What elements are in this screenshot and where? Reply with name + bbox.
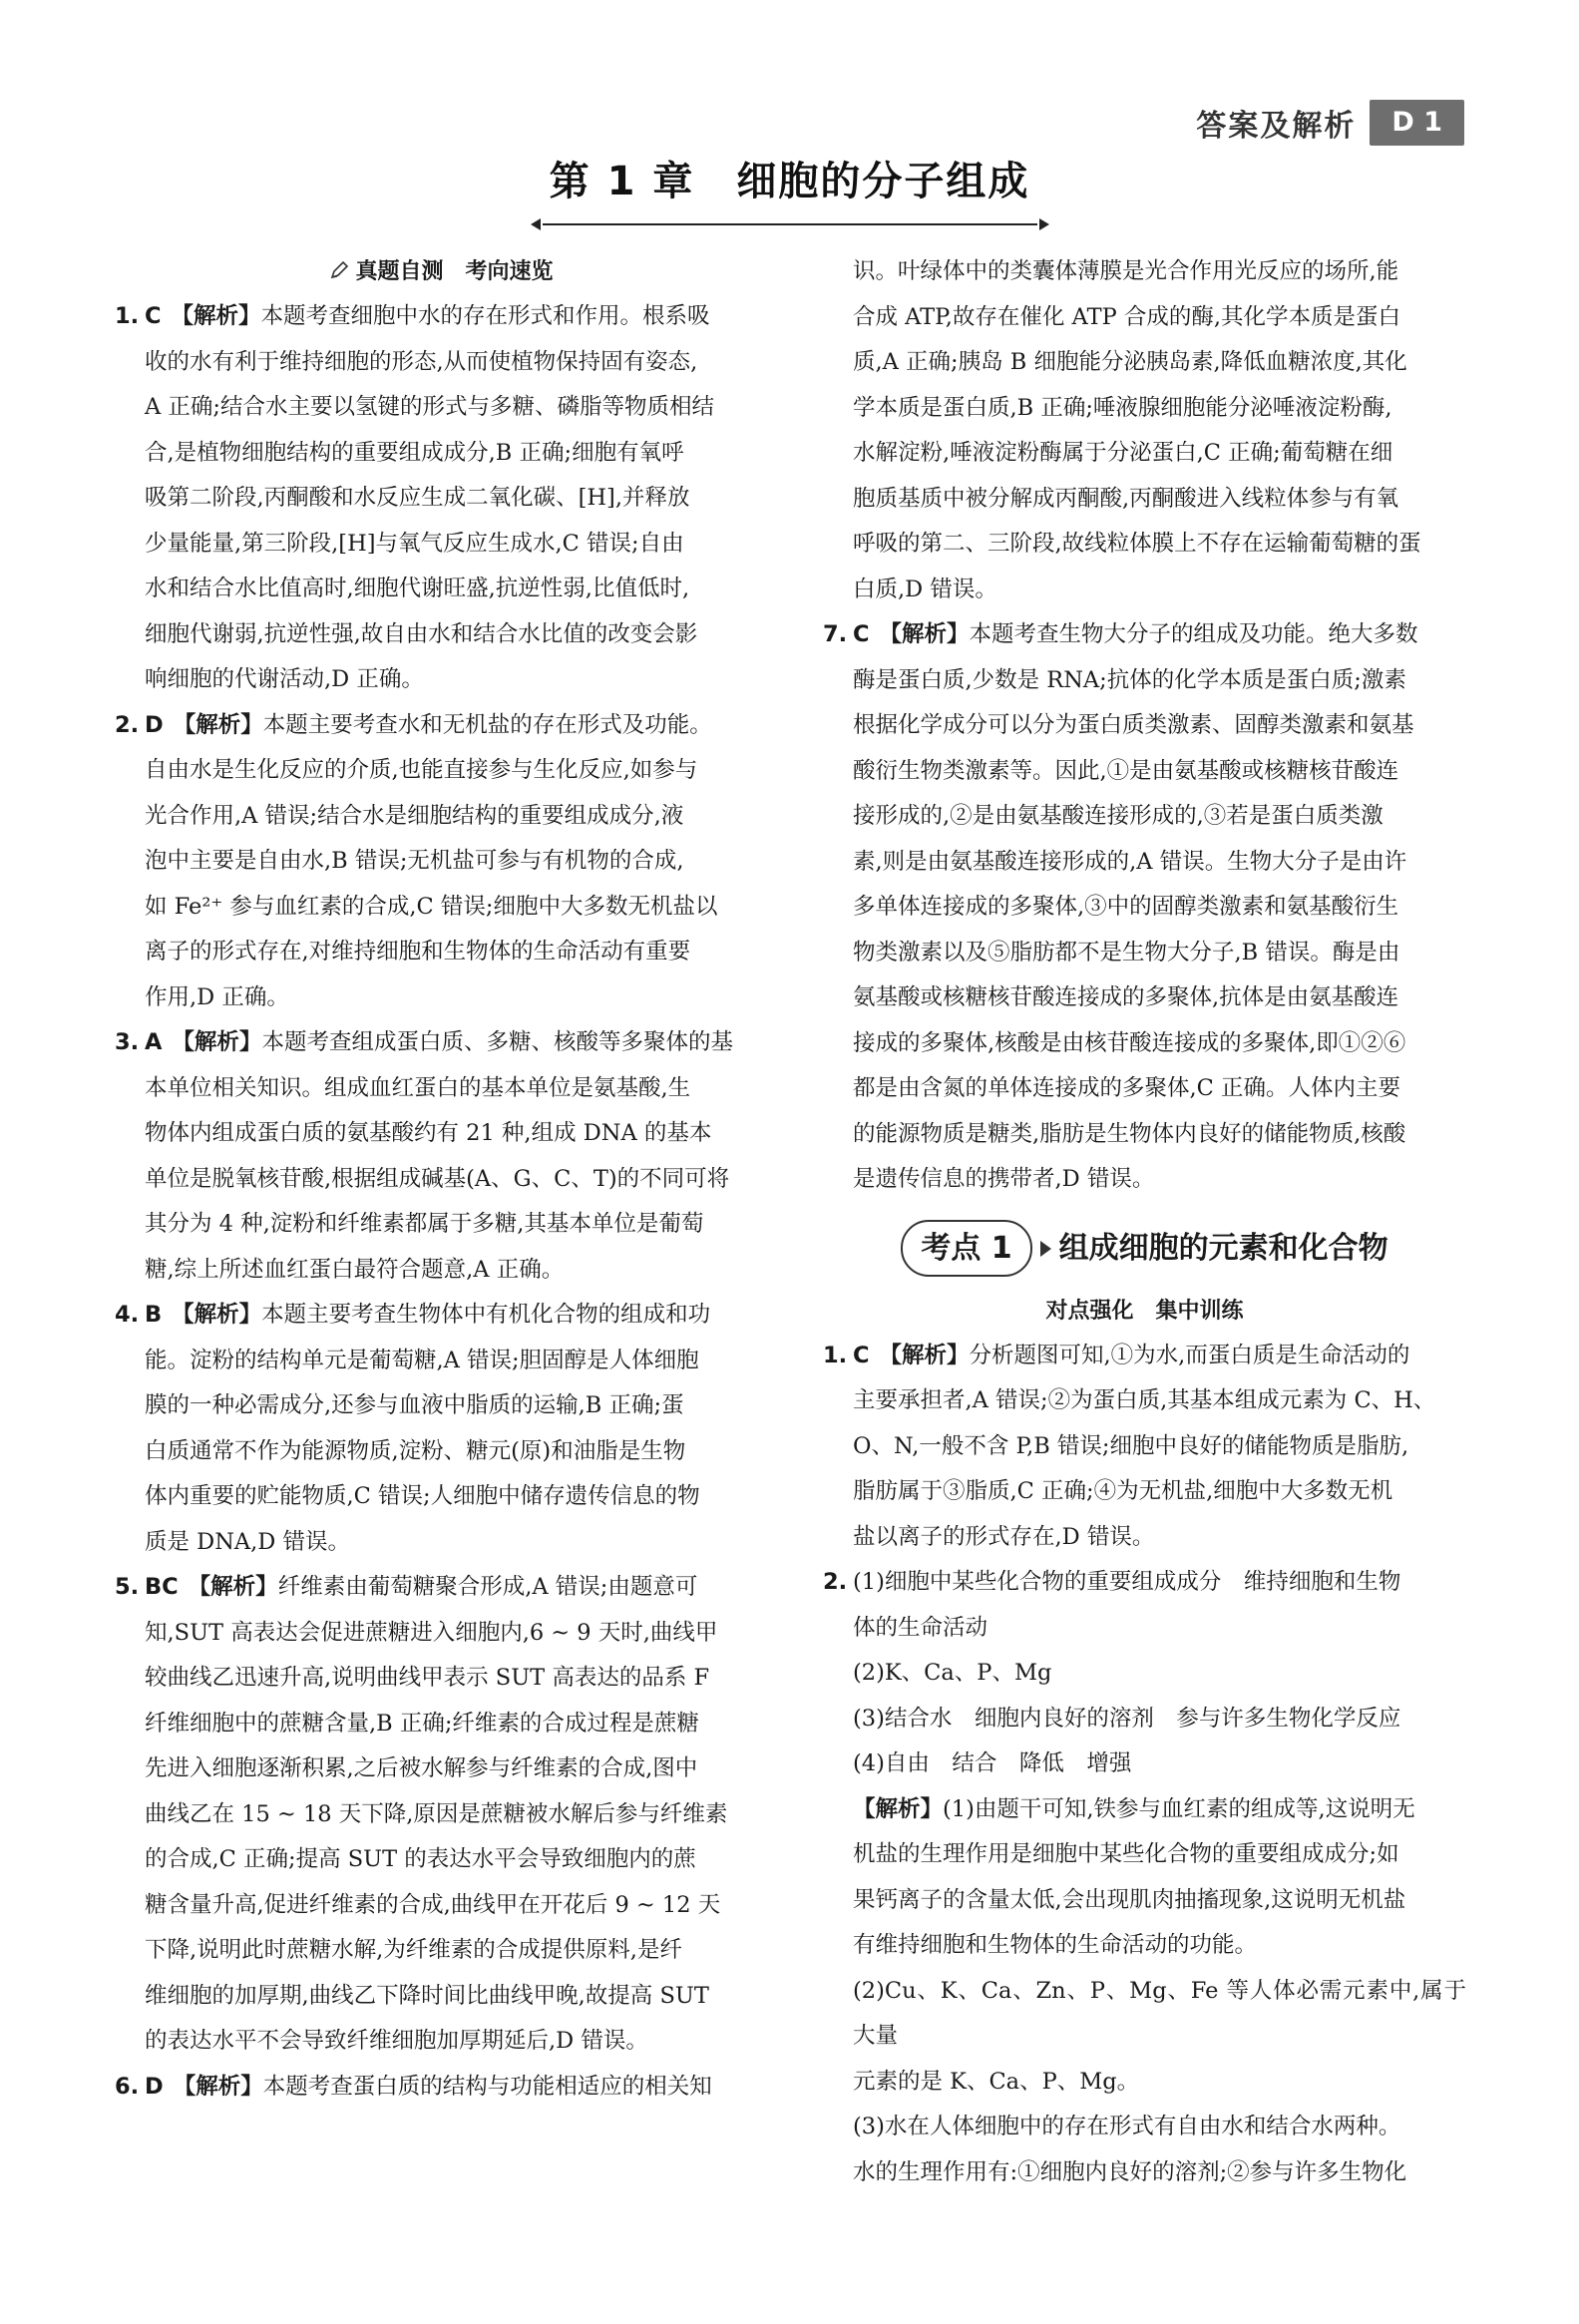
- analysis-line: [823, 1878, 1466, 1924]
- answer-line: [115, 1248, 768, 1294]
- answer-text: (4)自由 结合 降低 增强: [853, 1750, 1132, 1776]
- kaodian-badge: 考点 1: [901, 1220, 1031, 1278]
- answer-text: 接成的多聚体,核酸是由核苷酸连接成的多聚体,即①②⑥: [853, 1029, 1406, 1056]
- answer-line: 水解淀粉,唾液淀粉酶属于分泌蛋白,C 正确;葡萄糖在细: [853, 440, 1393, 466]
- answer-line: [115, 1157, 768, 1203]
- divider-arrow-right-icon: [1039, 218, 1049, 230]
- answer-text: 的合成,C 正确;提高 SUT 的表达水平会导致细胞内的蔗: [145, 1846, 696, 1872]
- answer-line: [823, 749, 1466, 795]
- answer-line: [823, 1515, 1466, 1561]
- practice-item-2: [823, 1560, 1466, 2195]
- answer-line: [823, 931, 1466, 976]
- answer-text: 自由水是生化反应的介质,也能直接参与生化反应,如参与: [145, 757, 698, 783]
- answer-text: 脂肪属于③脂质,C 正确;④为无机盐,细胞中大多数无机: [853, 1478, 1393, 1504]
- answer-text: 本题考查细胞中水的存在形式和作用。根系吸: [260, 303, 710, 329]
- item-number: 1.: [115, 303, 140, 329]
- answer-text: 知,SUT 高表达会促进蔗糖进入细胞内,6 ~ 9 天时,曲线甲: [145, 1619, 718, 1646]
- chapter-title: 第 1 章 细胞的分子组成: [549, 159, 1030, 204]
- item-answer: B: [145, 1302, 163, 1328]
- answer-text: 的能源物质是糖类,脂肪是生物体内良好的储能物质,核酸: [853, 1120, 1406, 1147]
- answer-text: 体的生命活动: [853, 1614, 988, 1641]
- answer-text: 本题考查组成蛋白质、多糖、核酸等多聚体的基: [261, 1029, 733, 1055]
- answer-line: [115, 1066, 768, 1112]
- answer-line: [115, 975, 768, 1021]
- answer-line: [115, 1520, 768, 1566]
- kaodian-heading: [823, 1209, 1466, 1289]
- answer-text: 本题主要考查生物体中有机化合物的组成和功: [261, 1302, 711, 1328]
- answer-text: 物体内组成蛋白质的氨基酸约有 21 种,组成 DNA 的基本: [145, 1120, 712, 1146]
- answer-line: [115, 1339, 768, 1384]
- answer-line: [115, 385, 768, 431]
- answer-text: (2)K、Ca、P、Mg: [853, 1660, 1052, 1686]
- chapter-divider: [531, 216, 1049, 232]
- analysis-text: 元素的是 K、Ca、P、Mg。: [853, 2068, 1140, 2095]
- answer-text: 先进入细胞逐渐积累,之后被水解参与纤维素的合成,图中: [145, 1755, 698, 1781]
- item-answer: C: [853, 621, 870, 647]
- q6-continuation: [823, 249, 1466, 612]
- analysis-line: [823, 1969, 1466, 2060]
- answer-text: 质是 DNA,D 错误。: [145, 1528, 350, 1555]
- answer-line: [115, 1020, 768, 1066]
- divider-arrow-left-icon: [531, 218, 541, 230]
- answer-text: 根据化学成分可以分为蛋白质类激素、固醇类激素和氨基: [853, 712, 1414, 738]
- answer-line: [115, 1429, 768, 1475]
- answer-line: [115, 340, 768, 386]
- item-answer: D: [145, 711, 164, 738]
- answer-line: [115, 612, 768, 658]
- section-title: 真题自测 考向速览: [355, 259, 554, 284]
- answer-text: 下降,说明此时蔗糖水解,为纤维素的合成提供原料,是纤: [145, 1937, 682, 1963]
- answer-text: 离子的形式存在,对维持细胞和生物体的生命活动有重要: [145, 939, 691, 965]
- chapter-heading: [0, 150, 1579, 232]
- answer-line: 质,A 正确;胰岛 B 细胞能分泌胰岛素,降低血糖浓度,其化: [853, 349, 1407, 375]
- answer-text: 糖,综上所述血红蛋白最符合题意,A 正确。: [145, 1256, 565, 1283]
- answer-text: 多单体连接成的多聚体,③中的固醇类激素和氨基酸衍生: [853, 894, 1399, 920]
- answer-text: 合,是植物细胞结构的重要组成成分,B 正确;细胞有氧呼: [145, 439, 684, 466]
- answer-line: [115, 885, 768, 931]
- answer-text: 细胞代谢弱,抗逆性强,故自由水和结合水比值的改变会影: [145, 620, 698, 647]
- answer-line: 胞质基质中被分解成丙酮酸,丙酮酸进入线粒体参与有氧: [853, 485, 1399, 512]
- answer-line: [115, 1565, 768, 1611]
- answer-line: [823, 794, 1466, 840]
- answer-text: 盐以离子的形式存在,D 错误。: [853, 1523, 1155, 1550]
- answer-item: [115, 703, 768, 1021]
- answer-text: 作用,D 正确。: [145, 983, 289, 1010]
- answer-text: 其分为 4 种,淀粉和纤维素都属于多糖,其基本单位是葡萄: [145, 1211, 704, 1237]
- analysis-tag: 【解析】: [188, 1574, 278, 1600]
- answer-text: 的表达水平不会导致纤维细胞加厚期延后,D 错误。: [145, 2028, 648, 2054]
- answer-text: 氨基酸或核糖核苷酸连接成的多聚体,抗体是由氨基酸连: [853, 984, 1399, 1010]
- answer-item: [115, 2065, 768, 2111]
- answer-text: 纤维素由葡萄糖聚合形成,A 错误;由题意可: [277, 1574, 698, 1600]
- answer-text: 主要承担者,A 错误;②为蛋白质,其基本组成元素为 C、H、: [853, 1387, 1436, 1413]
- answer-line: 合成 ATP,故存在催化 ATP 合成的酶,其化学本质是蛋白: [853, 303, 1401, 330]
- analysis-line: [823, 2105, 1466, 2150]
- analysis-line: [823, 1787, 1466, 1833]
- answer-line: [823, 1066, 1466, 1112]
- item-answer: BC: [145, 1574, 179, 1600]
- answer-line: [823, 658, 1466, 704]
- answer-line: [115, 1974, 768, 2020]
- answer-text: 如 Fe²⁺ 参与血红素的合成,C 错误;细胞中大多数无机盐以: [145, 893, 718, 920]
- answer-line: [823, 840, 1466, 886]
- answer-text: 酶是蛋白质,少数是 RNA;抗体的化学本质是蛋白质;激素: [853, 666, 1406, 693]
- answer-text: 素,则是由氨基酸连接形成的,A 错误。生物大分子是由许: [853, 848, 1407, 875]
- answer-line: [115, 567, 768, 612]
- answer-line: [115, 2019, 768, 2065]
- answer-text: 光合作用,A 错误;结合水是细胞结构的重要组成成分,液: [145, 802, 684, 829]
- answer-line: [115, 839, 768, 885]
- answer-line: [115, 1792, 768, 1838]
- answer-line: [823, 612, 1466, 658]
- answer-line: [115, 2065, 768, 2111]
- answer-line: [115, 1656, 768, 1702]
- answer-text: 纤维细胞中的蔗糖含量,B 正确;纤维素的合成过程是蔗糖: [145, 1710, 699, 1737]
- analysis-tag: 【解析】: [172, 1302, 262, 1328]
- answer-line: 学本质是蛋白质,B 正确;唾液腺细胞能分泌唾液淀粉酶,: [853, 394, 1392, 421]
- answer-line: 白质,D 错误。: [853, 576, 997, 602]
- analysis-text: 机盐的生理作用是细胞中某些化合物的重要组成成分;如: [853, 1841, 1399, 1867]
- answer-text: 收的水有利于维持细胞的形态,从而使植物保持固有姿态,: [145, 348, 698, 375]
- answer-line: [115, 1611, 768, 1657]
- item-answer: C: [145, 303, 162, 329]
- answer-line: [115, 1883, 768, 1929]
- answer-line: [823, 1112, 1466, 1158]
- item-answer: D: [145, 2073, 164, 2100]
- answer-line: 识。叶绿体中的类囊体薄膜是光合作用光反应的场所,能: [853, 258, 1399, 284]
- answer-text: 都是由含氮的单体连接成的多聚体,C 正确。人体内主要: [853, 1075, 1401, 1101]
- answer-text: 白质通常不作为能源物质,淀粉、糖元(原)和油脂是生物: [145, 1437, 686, 1464]
- item-number: 3.: [115, 1029, 140, 1055]
- answer-text: 较曲线乙迅速升高,说明曲线甲表示 SUT 高表达的品系 F: [145, 1665, 710, 1691]
- answer-line: [823, 1742, 1466, 1787]
- left-column: [115, 249, 768, 2110]
- answer-text: 曲线乙在 15 ~ 18 天下降,原因是蔗糖被水解后参与纤维素: [145, 1800, 728, 1827]
- section-head-zhenti: [115, 249, 768, 294]
- item-number: 6.: [115, 2073, 140, 2100]
- item-number: 2.: [823, 1569, 848, 1595]
- item-number: 2.: [115, 711, 140, 738]
- analysis-tag: 【解析】: [853, 1795, 944, 1822]
- answer-text: 分析题图可知,①为水,而蛋白质是生命活动的: [969, 1342, 1410, 1368]
- analysis-text: 果钙离子的含量太低,会出现肌肉抽搐现象,这说明无机盐: [853, 1886, 1406, 1913]
- answer-text: A 正确;结合水主要以氢键的形式与多糖、磷脂等物质相结: [145, 394, 714, 420]
- answer-line: [115, 522, 768, 568]
- answer-list-left: [115, 294, 768, 2110]
- answer-line: [115, 794, 768, 840]
- answer-text: 本题主要考查水和无机盐的存在形式及功能。: [262, 711, 712, 738]
- analysis-text: 有维持细胞和生物体的生命活动的功能。: [853, 1932, 1258, 1958]
- answer-line: [115, 1202, 768, 1248]
- answer-line: [115, 1702, 768, 1747]
- answer-text: 接形成的,②是由氨基酸连接形成的,③若是蛋白质类激: [853, 803, 1383, 829]
- answer-text: 响细胞的代谢活动,D 正确。: [145, 666, 424, 692]
- answer-line: [823, 1157, 1466, 1203]
- answer-line: [115, 1928, 768, 1974]
- answer-item-7: [823, 612, 1466, 1203]
- answer-text: 水和结合水比值高时,细胞代谢旺盛,抗逆性弱,比值低时,: [145, 576, 690, 601]
- answer-item: [115, 1565, 768, 2065]
- answer-line: [823, 1560, 1466, 1606]
- answer-text: 泡中主要是自由水,B 错误;无机盐可参与有机物的合成,: [145, 848, 684, 874]
- answer-item: [115, 294, 768, 703]
- answer-text: 是遗传信息的携带者,D 错误。: [853, 1166, 1155, 1192]
- answer-line: [823, 1651, 1466, 1697]
- right-column: [823, 249, 1466, 2195]
- page-tag: D 1: [1370, 100, 1464, 146]
- answer-line: [115, 1293, 768, 1339]
- analysis-line: [823, 2060, 1466, 2106]
- play-arrow-icon: [1040, 1241, 1051, 1257]
- answer-text: 糖含量升高,促进纤维素的合成,曲线甲在开花后 9 ~ 12 天: [145, 1891, 721, 1918]
- header-title: 答案及解析: [1196, 109, 1357, 144]
- answer-text: 酸衍生物类激素等。因此,①是由氨基酸或核糖核苷酸连: [853, 757, 1399, 784]
- answer-line: [115, 748, 768, 794]
- answer-line: [823, 1606, 1466, 1652]
- item-number: 5.: [115, 1574, 140, 1600]
- answer-text: O、N,一般不含 P,B 错误;细胞中良好的储能物质是脂肪,: [853, 1432, 1409, 1459]
- answer-line: [115, 657, 768, 703]
- item-number: 4.: [115, 1302, 140, 1328]
- answer-line: [115, 294, 768, 340]
- answer-item: [115, 1293, 768, 1565]
- answer-line: [115, 1474, 768, 1520]
- analysis-text: (3)水在人体细胞中的存在形式有自由水和结合水两种。: [853, 2114, 1401, 2139]
- answer-text: (3)结合水 细胞内良好的溶剂 参与许多生物化学反应: [853, 1705, 1401, 1732]
- answer-line: 呼吸的第二、三阶段,故线粒体膜上不存在运输葡萄糖的蛋: [853, 531, 1421, 557]
- answer-text: 本题考查生物大分子的组成及功能。绝大多数: [969, 621, 1418, 647]
- answer-line: [115, 1111, 768, 1157]
- analysis-tag: 【解析】: [173, 711, 263, 738]
- item-number: 1.: [823, 1342, 848, 1368]
- answer-text: 维细胞的加厚期,曲线乙下降时间比曲线甲晚,故提高 SUT: [145, 1982, 709, 2009]
- answer-line: [115, 930, 768, 975]
- answer-line: [115, 1837, 768, 1883]
- answer-text: 本单位相关知识。组成血红蛋白的基本单位是氨基酸,生: [145, 1074, 691, 1101]
- answer-text: 吸第二阶段,丙酮酸和水反应生成二氧化碳、[H],并释放: [145, 485, 690, 511]
- analysis-text: (2)Cu、K、Ca、Zn、P、Mg、Fe 等人体必需元素中,属于大量: [853, 1977, 1466, 2049]
- answer-line: [115, 1746, 768, 1792]
- analysis-tag: 【解析】: [879, 621, 970, 647]
- item-number: 7.: [823, 621, 848, 647]
- answer-line: [823, 885, 1466, 931]
- answer-line: [115, 703, 768, 749]
- kaodian-title: 组成细胞的元素和化合物: [1058, 1230, 1388, 1266]
- answer-text: 本题考查蛋白质的结构与功能相适应的相关知: [262, 2073, 712, 2100]
- analysis-text: 水的生理作用有:①细胞内良好的溶剂;②参与许多生物化: [853, 2158, 1407, 2185]
- analysis-text: (1)由题干可知,铁参与血红素的组成等,这说明无: [943, 1795, 1415, 1822]
- analysis-tag: 【解析】: [173, 2073, 263, 2100]
- analysis-tag: 【解析】: [171, 303, 261, 329]
- answer-line: [115, 431, 768, 477]
- item-answer: A: [145, 1029, 163, 1055]
- analysis-tag: 【解析】: [172, 1029, 262, 1055]
- answer-line: [823, 703, 1466, 749]
- answer-line: [823, 1424, 1466, 1470]
- answer-item: [115, 1020, 768, 1293]
- page-header: [1196, 100, 1464, 146]
- answer-line: [823, 1378, 1466, 1424]
- analysis-line: [823, 1923, 1466, 1969]
- pen-icon: [329, 260, 349, 280]
- analysis-line: [823, 1832, 1466, 1878]
- answer-text: 单位是脱氧核苷酸,根据组成碱基(A、G、C、T)的不同可将: [145, 1165, 730, 1192]
- answer-line: [823, 1469, 1466, 1515]
- answer-text: (1)细胞中某些化合物的重要组成成分 维持细胞和生物: [853, 1569, 1401, 1595]
- answer-line: [115, 476, 768, 522]
- answer-text: 少量能量,第三阶段,[H]与氧气反应生成水,C 错误;自由: [145, 530, 684, 557]
- answer-text: 膜的一种必需成分,还参与血液中脂质的运输,B 正确;蛋: [145, 1392, 684, 1418]
- answer-text: 能。淀粉的结构单元是葡萄糖,A 错误;胆固醇是人体细胞: [145, 1347, 699, 1373]
- answer-text: 物类激素以及⑤脂肪都不是生物大分子,B 错误。酶是由: [853, 939, 1400, 966]
- answer-text: 体内重要的贮能物质,C 错误;人细胞中储存遗传信息的物: [145, 1483, 700, 1509]
- item-answer: C: [853, 1342, 870, 1368]
- analysis-line: [823, 2150, 1466, 2196]
- answer-line: [823, 1021, 1466, 1067]
- analysis-tag: 【解析】: [879, 1342, 970, 1368]
- answer-line: [823, 1334, 1466, 1379]
- answer-line: [115, 1383, 768, 1429]
- practice-item-1: [823, 1334, 1466, 1561]
- answer-line: [823, 1697, 1466, 1743]
- section-head-duidian: 对点强化 集中训练: [1045, 1298, 1244, 1324]
- answer-line: [823, 975, 1466, 1021]
